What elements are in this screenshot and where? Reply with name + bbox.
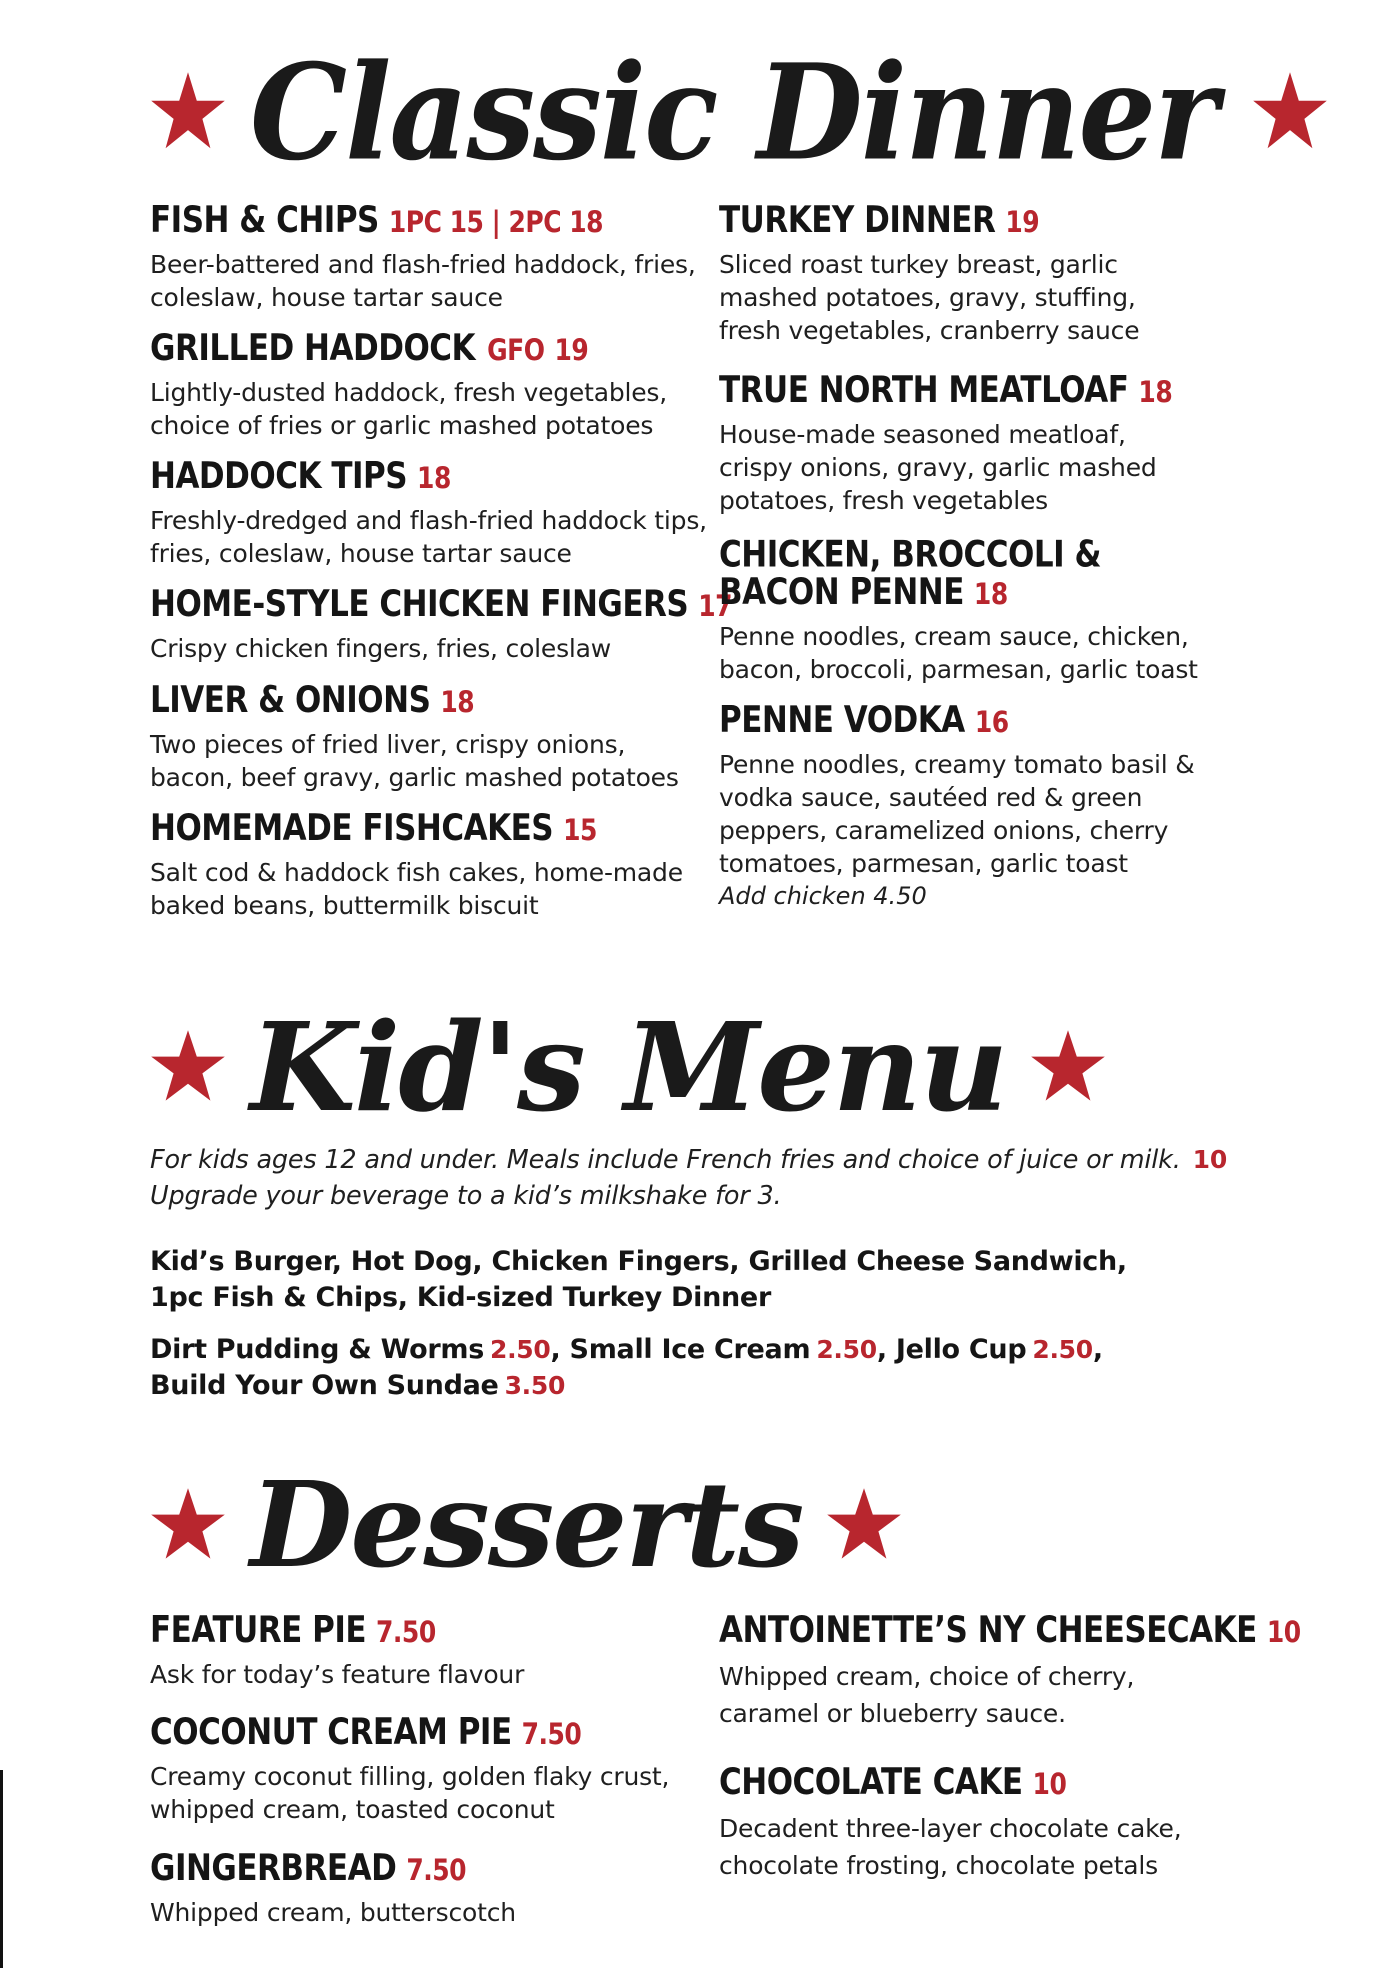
- item-name: HOME-STYLE CHICKEN FINGERS: [150, 583, 689, 626]
- menu-item: [719, 533, 1239, 686]
- item-description: Ask for today’s feature flavour: [150, 1660, 525, 1689]
- menu-item: [150, 455, 710, 570]
- item-tag: GFO: [487, 333, 545, 368]
- item-name: GRILLED HADDOCK: [150, 327, 476, 370]
- item-name: ANTOINETTE’S NY CHEESECAKE: [719, 1609, 1257, 1652]
- kids-intro: [150, 1142, 1280, 1214]
- item-name: PENNE VODKA: [719, 699, 965, 742]
- menu-item: [150, 327, 710, 442]
- kids-meal-options: [150, 1244, 1250, 1316]
- item-price: 18: [1138, 375, 1173, 410]
- item-price: 17: [698, 589, 733, 624]
- kids-treats: Dirt Pudding & Worms 2.50, Small Ice Cream 2.50, Jello Cup 2.50, Build Your Own Sundae 3.50: [150, 1334, 1103, 1401]
- menu-item: [150, 1711, 690, 1826]
- item-price: 18: [440, 685, 475, 720]
- menu-item: [150, 1847, 690, 1929]
- item-name-line2: BACON PENNE: [719, 571, 964, 614]
- item-name: HADDOCK TIPS: [150, 455, 408, 498]
- kids-meal-price: 10: [1192, 1145, 1228, 1174]
- item-price: 7.50: [521, 1717, 582, 1752]
- menu-item: [719, 1609, 1301, 1732]
- item-description: Decadent three-layer chocolate cake, chocolate frosting, chocolate petals: [719, 1814, 1182, 1880]
- item-name: HOMEMADE FISHCAKES: [150, 807, 554, 850]
- menu-item: [719, 369, 1179, 517]
- treat-name: Build Your Own Sundae: [150, 1370, 499, 1401]
- item-description: Beer-battered and flash-fried haddock, fries, coleslaw, house tartar sauce: [150, 250, 696, 312]
- classic-dinner-heading: [148, 34, 1330, 190]
- item-name: CHOCOLATE CAKE: [719, 1761, 1023, 1804]
- item-price: 7.50: [376, 1615, 436, 1650]
- item-description: Penne noodles, creamy tomato basil & vodka sauce, sautéed red & green peppers, caramelized onions, cherry tomatoes, parmesan, garlic toast: [719, 750, 1195, 878]
- item-description: Lightly-dusted haddock, fresh vegetables, choice of fries or garlic mashed potatoes: [150, 378, 668, 440]
- item-name: TURKEY DINNER: [719, 199, 996, 242]
- menu-item: [719, 1761, 1219, 1884]
- edge-divider: [0, 1770, 3, 1968]
- menu-item: [150, 1609, 690, 1691]
- item-name: TRUE NORTH MEATLOAF: [719, 369, 1129, 412]
- menu-item: [150, 199, 710, 314]
- menu-item: [150, 679, 710, 794]
- item-addon: Add chicken 4.50: [719, 882, 927, 910]
- menu-item: [150, 807, 710, 922]
- item-price: 15: [563, 813, 597, 848]
- kids-menu-title: Kid's Menu: [250, 995, 1007, 1139]
- menu-item: [719, 199, 1179, 347]
- star-icon: [824, 1485, 904, 1565]
- treat-price: 2.50: [490, 1335, 551, 1364]
- item-price: 19: [1005, 205, 1040, 240]
- star-icon: [148, 69, 228, 155]
- item-description: Sliced roast turkey breast, garlic mashed potatoes, gravy, stuffing, fresh vegetables, cranberry sauce: [719, 250, 1140, 345]
- item-description: Freshly-dredged and flash-fried haddock tips, fries, coleslaw, house tartar sauce: [150, 506, 707, 568]
- star-icon: [148, 1027, 228, 1107]
- item-name: FISH & CHIPS: [150, 199, 379, 242]
- kids-menu-heading: [148, 995, 1108, 1139]
- treat-name: Small Ice Cream: [569, 1334, 811, 1365]
- star-icon: [1028, 1027, 1108, 1107]
- item-price: 18: [417, 461, 451, 496]
- item-name: LIVER & ONIONS: [150, 679, 431, 722]
- kids-meals-line1: Kid’s Burger, Hot Dog, Chicken Fingers, Grilled Cheese Sandwich,: [150, 1246, 1127, 1277]
- item-price: 7.50: [406, 1853, 467, 1888]
- item-price: 10: [1032, 1767, 1067, 1802]
- desserts-title: Desserts: [250, 1455, 803, 1594]
- treat-price: 3.50: [504, 1371, 566, 1400]
- desserts-heading: [148, 1455, 904, 1594]
- classic-dinner-title: Classic Dinner: [250, 34, 1217, 190]
- item-name: FEATURE PIE: [150, 1609, 367, 1652]
- item-price: 16: [974, 705, 1009, 740]
- item-description: Creamy coconut filling, golden flaky crust, whipped cream, toasted coconut: [150, 1762, 670, 1824]
- item-price: 10: [1266, 1615, 1301, 1650]
- treat-name: Dirt Pudding & Worms: [150, 1334, 484, 1365]
- kids-intro-line1: For kids ages 12 and under. Meals include French fries and choice of juice or milk.: [150, 1145, 1181, 1175]
- treat-price: 2.50: [1032, 1335, 1093, 1364]
- star-icon: [148, 1485, 228, 1565]
- item-name-line1: CHICKEN, BROCCOLI &: [719, 533, 1102, 576]
- item-description: Whipped cream, butterscotch: [150, 1898, 516, 1927]
- menu-item: [719, 699, 1199, 913]
- item-price: 1PC 15 | 2PC 18: [388, 205, 604, 240]
- treat-name: Jello Cup: [895, 1334, 1027, 1365]
- item-name: COCONUT CREAM PIE: [150, 1711, 512, 1754]
- kids-meals-line2: 1pc Fish & Chips, Kid-sized Turkey Dinner: [150, 1282, 771, 1313]
- item-description: House-made seasoned meatloaf, crispy onions, gravy, garlic mashed potatoes, fresh vegetables: [719, 420, 1157, 515]
- item-description: Two pieces of fried liver, crispy onions, bacon, beef gravy, garlic mashed potatoes: [150, 730, 679, 792]
- item-price: 19: [554, 333, 589, 368]
- item-description: Whipped cream, choice of cherry, caramel or blueberry sauce.: [719, 1662, 1135, 1728]
- item-description: Penne noodles, cream sauce, chicken, bacon, broccoli, parmesan, garlic toast: [719, 622, 1198, 684]
- menu-item: [150, 583, 733, 665]
- item-description: Crispy chicken fingers, fries, coleslaw: [150, 634, 612, 663]
- item-description: Salt cod & haddock fish cakes, home-made baked beans, buttermilk biscuit: [150, 858, 683, 920]
- star-icon: [1250, 69, 1330, 155]
- item-name: GINGERBREAD: [150, 1847, 397, 1890]
- treat-price: 2.50: [816, 1335, 877, 1364]
- kids-intro-line2: Upgrade your beverage to a kid’s milkshake for 3.: [150, 1181, 782, 1211]
- item-price: 18: [973, 577, 1008, 612]
